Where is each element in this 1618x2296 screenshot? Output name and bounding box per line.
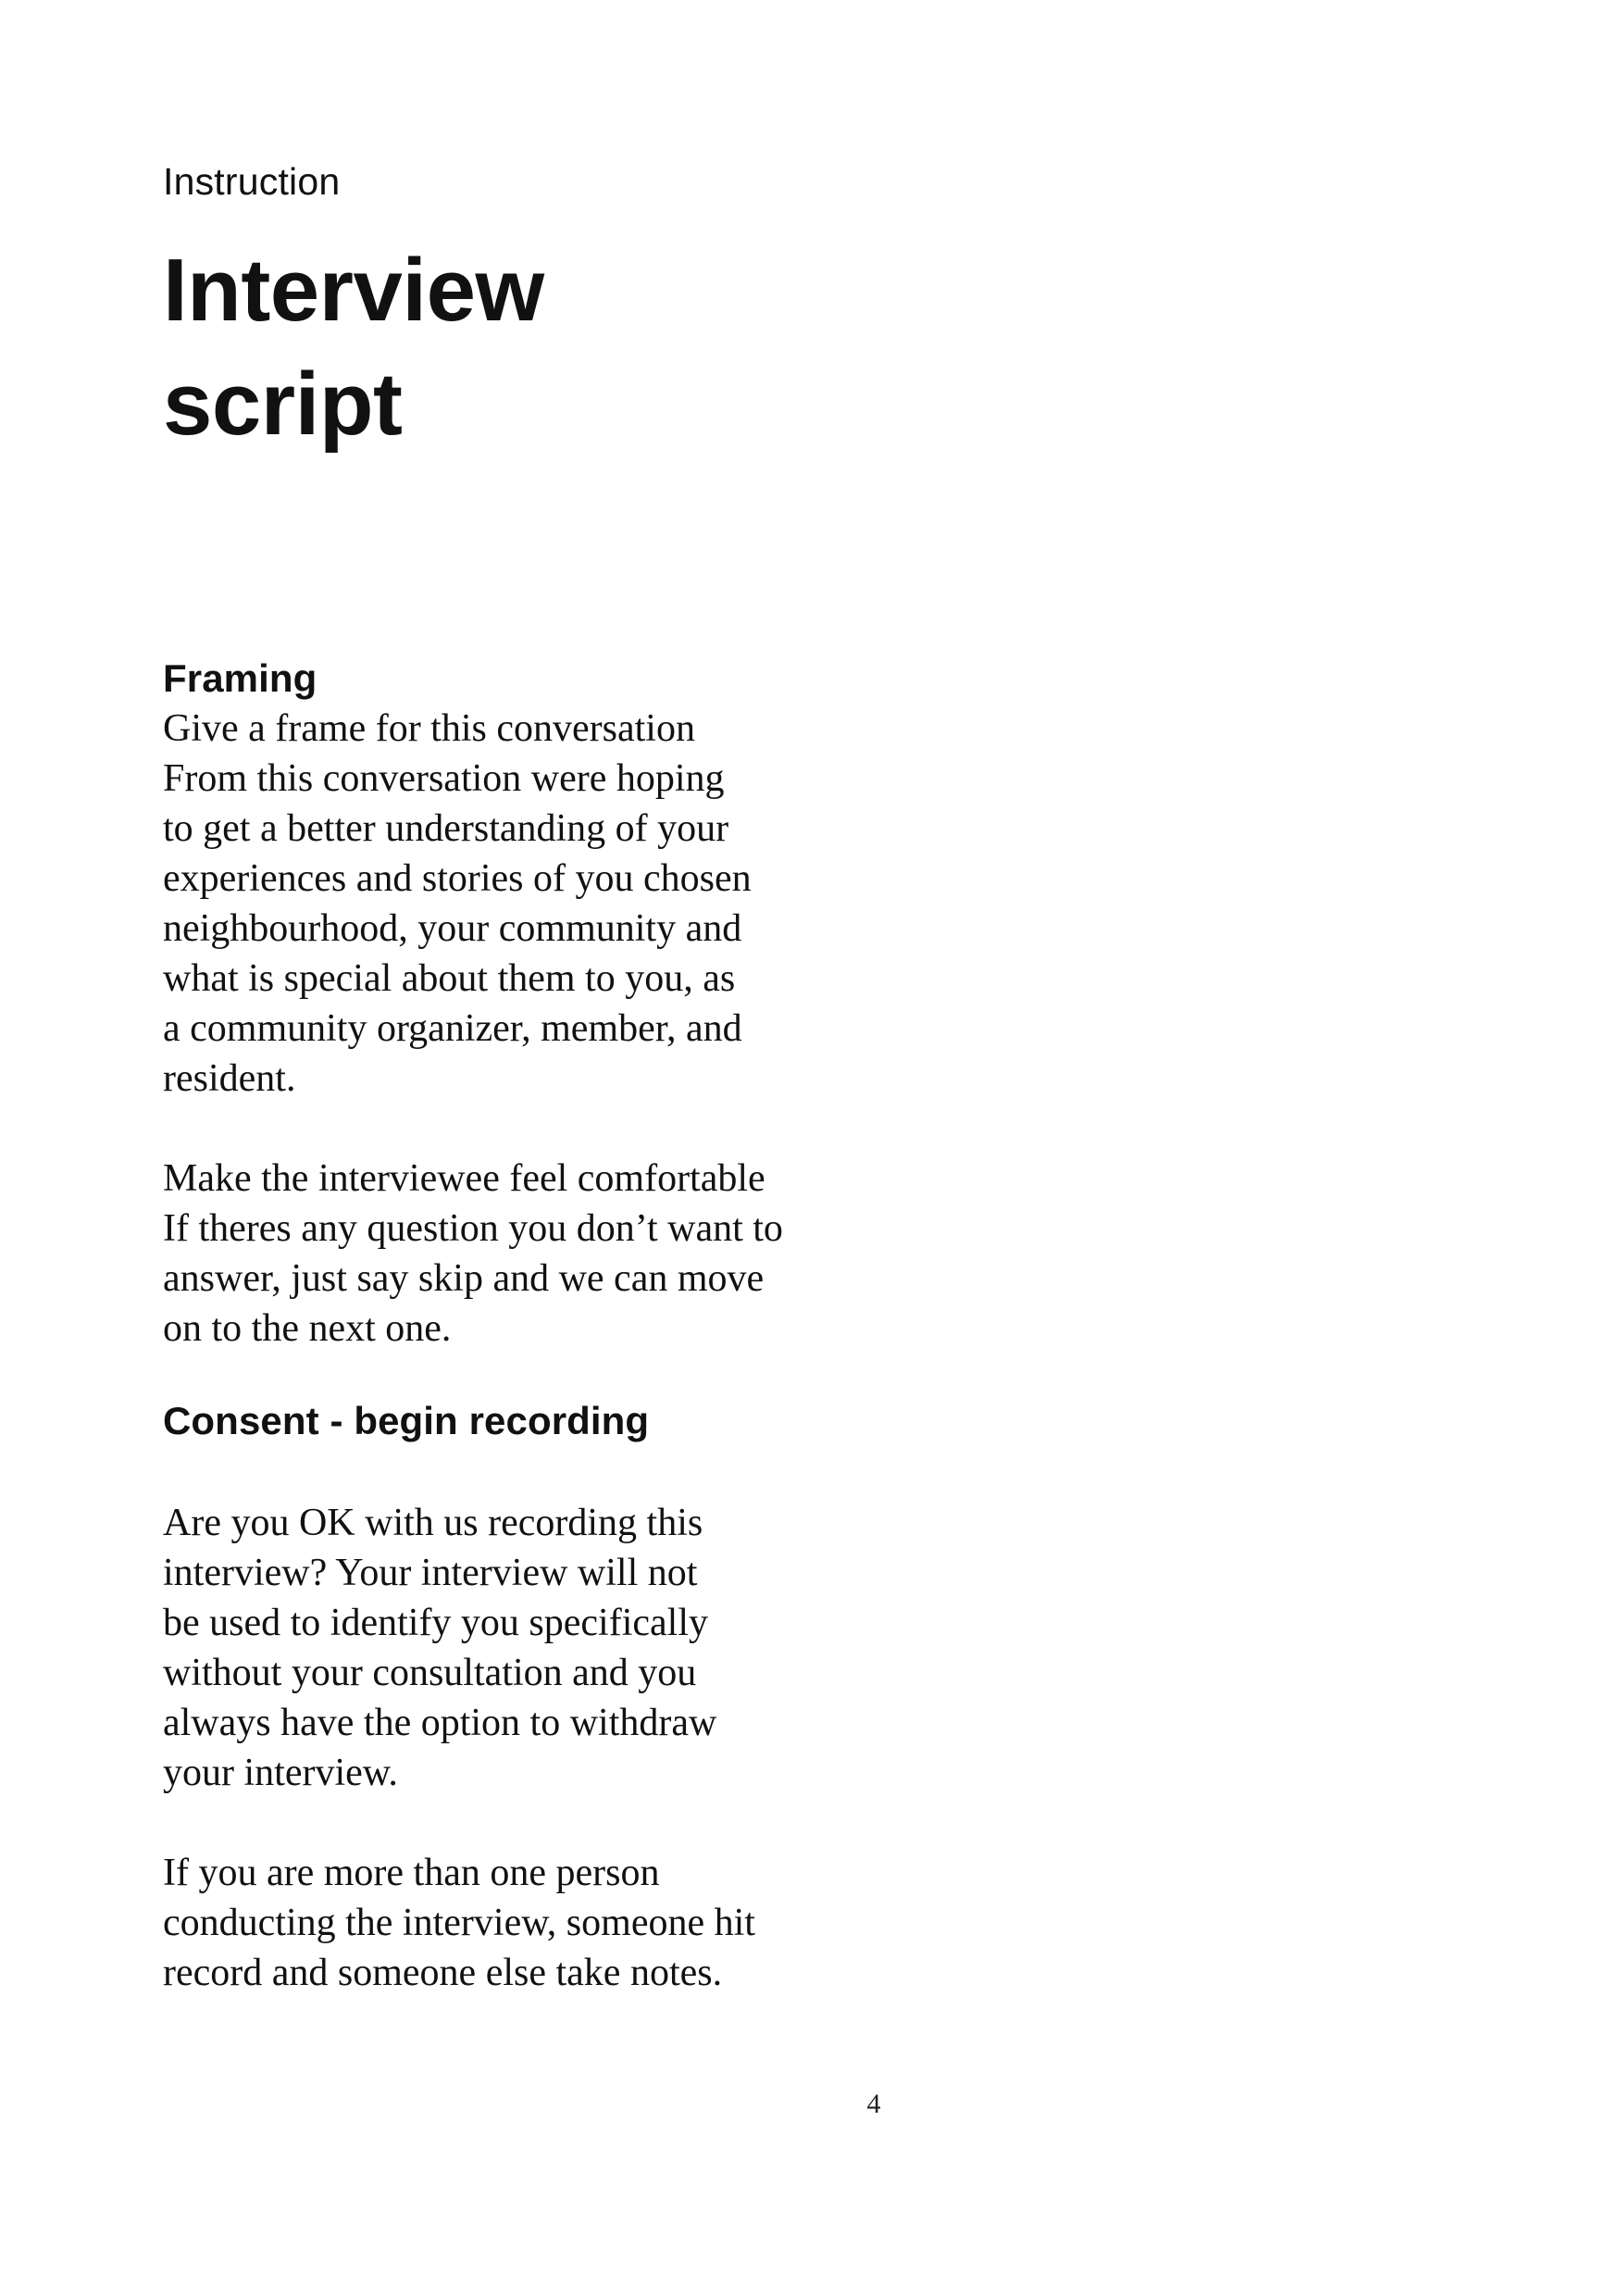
text-line: Give a frame for this conversation [163, 707, 695, 750]
consent-paragraph-1 [163, 1498, 866, 1798]
text-line: If theres any question you don’t want to [163, 1207, 783, 1250]
text-line: answer, just say skip and we can move [163, 1257, 765, 1300]
text-line: interview? Your interview will not [163, 1552, 698, 1594]
section-gap [163, 1354, 866, 1396]
section-eyebrow: Instruction [163, 160, 341, 203]
main-content [163, 654, 866, 1998]
text-line: without your consultation and you [163, 1652, 697, 1694]
heading-gap [163, 1446, 866, 1498]
text-line: Make the interviewee feel comfortable [163, 1157, 765, 1200]
text-line: conducting the interview, someone hit [163, 1902, 755, 1944]
text-line: to get a better understanding of your [163, 807, 729, 850]
framing-paragraph-2 [163, 1154, 866, 1354]
text-line: Are you OK with us recording this [163, 1502, 703, 1544]
text-line: be used to identify you specifically [163, 1602, 709, 1644]
paragraph-gap [163, 1798, 866, 1848]
page-number: 4 [866, 2089, 881, 2119]
text-line: If you are more than one person [163, 1852, 660, 1894]
page-title-line: Interview [163, 241, 544, 340]
text-line: neighbourhood, your community and [163, 907, 742, 950]
text-line: always have the option to withdraw [163, 1702, 717, 1744]
text-line: resident. [163, 1057, 296, 1100]
text-line: your interview. [163, 1752, 398, 1794]
text-line: From this conversation were hoping [163, 757, 725, 800]
page-title-line: script [163, 355, 403, 454]
framing-paragraph-1 [163, 704, 866, 1104]
text-line: record and someone else take notes. [163, 1952, 723, 1994]
text-line: a community organizer, member, and [163, 1007, 742, 1050]
page-title [163, 233, 544, 461]
text-line: experiences and stories of you chosen [163, 857, 752, 900]
text-line: on to the next one. [163, 1307, 452, 1350]
framing-heading: Framing [163, 656, 317, 700]
text-line: what is special about them to you, as [163, 957, 736, 1000]
consent-paragraph-2 [163, 1848, 866, 1998]
paragraph-gap [163, 1104, 866, 1154]
consent-heading: Consent - begin recording [163, 1399, 650, 1442]
